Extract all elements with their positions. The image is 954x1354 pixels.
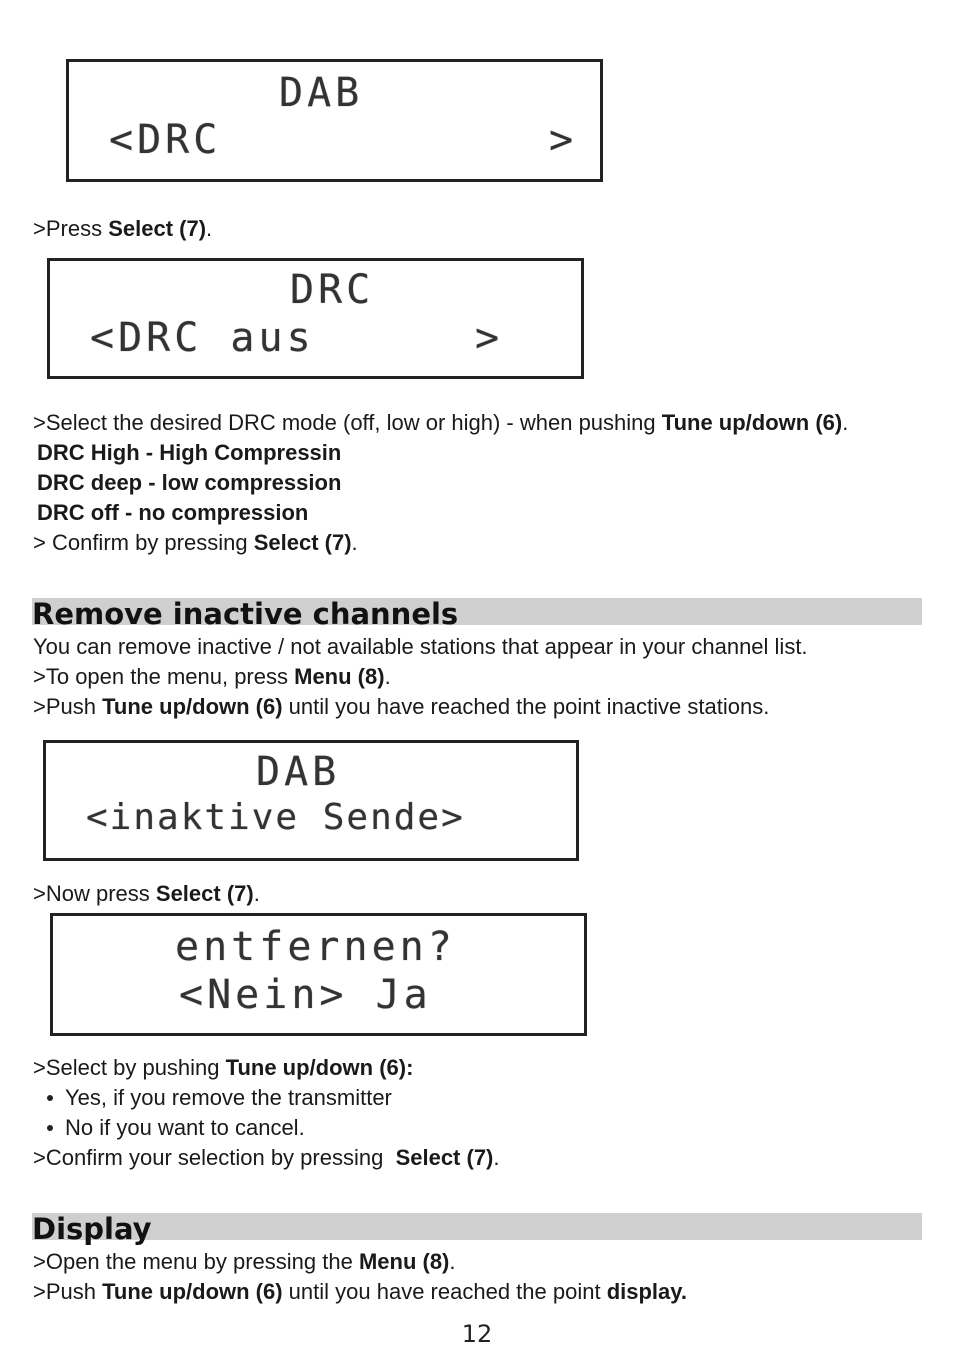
drc-mode-item: DRC deep - low compression [37,470,342,495]
remove-select-by: >Select by pushing Tune up/down (6): [33,1055,414,1080]
lcd-line-2-left: <DRC aus [90,315,315,361]
lcd-line-2-right: > [475,315,504,361]
display-push-tune: >Push Tune up/down (6) until you have reached the point display. [33,1279,687,1304]
remove-option-item: Yes, if you remove the transmitter [33,1083,392,1113]
lcd-line-2: <inaktive Sende> [86,797,465,838]
page-number: 12 [461,1320,493,1348]
remove-open-menu: >To open the menu, press Menu (8). [33,664,391,689]
section-heading-remove: Remove inactive channels [32,598,922,625]
remove-option-item: No if you want to cancel. [33,1113,305,1143]
lcd-display-remove-confirm [50,913,587,1036]
lcd-display-drc-aus [47,258,584,379]
remove-now-press: >Now press Select (7). [33,881,260,906]
lcd-line-2-right: > [549,117,578,163]
lcd-line-2-left: <DRC [109,117,222,163]
lcd-line-1: entfernen? [175,924,456,970]
lcd-display-inactive [43,740,579,861]
lcd-line-1: DAB [256,749,341,795]
step-select-mode: >Select the desired DRC mode (off, low or high) - when pushing Tune up/down (6). [33,410,849,435]
bullet-icon [47,1095,53,1101]
remove-push-tune: >Push Tune up/down (6) until you have reached the point inactive stations. [33,694,770,719]
drc-mode-item: DRC High - High Compressin [37,440,342,465]
lcd-line-2: <Nein> Ja [179,972,432,1018]
bullet-icon [47,1125,53,1131]
lcd-line-1: DRC [290,267,375,313]
remove-confirm-selection: >Confirm your selection by pressing Select (7). [33,1145,500,1170]
section-heading-display: Display [32,1213,922,1240]
lcd-display-dab-drc [66,59,603,182]
drc-mode-item: DRC off - no compression [37,500,309,525]
lcd-line-1: DAB [279,70,364,116]
remove-intro: You can remove inactive / not available stations that appear in your channel list. [33,634,808,659]
step-press-select: >Press Select (7). [33,216,213,241]
display-open-menu: >Open the menu by pressing the Menu (8). [33,1249,456,1274]
step-confirm: > Confirm by pressing Select (7). [33,530,358,555]
